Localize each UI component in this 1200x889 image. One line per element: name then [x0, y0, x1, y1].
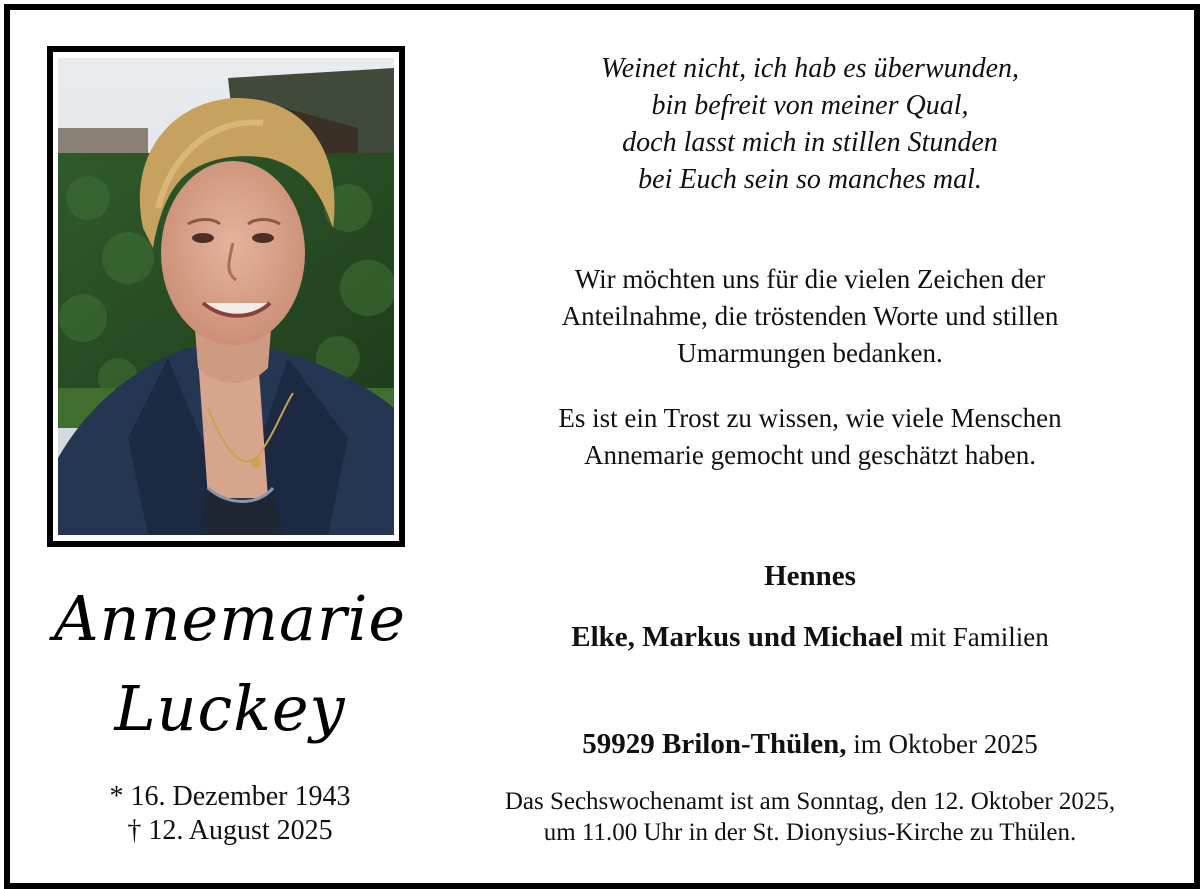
- thanks-line: Annemarie gemocht und geschätzt haben.: [583, 440, 1037, 470]
- poem-line: bin befreit von meiner Qual,: [651, 90, 969, 121]
- service-notice: [450, 786, 1170, 848]
- service-line: Das Sechswochenamt ist am Sonntag, den 12. Oktober 2025,: [504, 788, 1116, 815]
- portrait-photo: [58, 58, 394, 535]
- thanks-line: Umarmungen bedanken.: [677, 338, 943, 368]
- thanks-line: Wir möchten uns für die vielen Zeichen der: [574, 264, 1046, 294]
- poem: [450, 50, 1170, 198]
- poem-line: bei Euch sein so manches mal.: [638, 164, 982, 195]
- children-names: Elke, Markus und Michael: [571, 621, 904, 653]
- mourner-children: [450, 621, 1170, 654]
- obituary-card: [4, 4, 1200, 889]
- photo-frame: [47, 46, 405, 547]
- deceased-first-name: Annemarie: [53, 582, 407, 655]
- poem-line: Weinet nicht, ich hab es überwunden,: [600, 53, 1020, 84]
- thanks-paragraph-2: [450, 400, 1170, 474]
- mourner-spouse: Hennes: [764, 560, 856, 592]
- birth-date: * 16. Dezember 1943: [109, 781, 351, 812]
- poem-line: doch lasst mich in stillen Stunden: [622, 127, 998, 158]
- death-date: † 12. August 2025: [127, 815, 333, 846]
- life-dates: [30, 780, 430, 848]
- children-suffix: mit Familien: [909, 622, 1049, 652]
- thanks-line: Anteilnahme, die tröstenden Worte und stillen: [561, 301, 1059, 331]
- place-date: [450, 728, 1170, 761]
- location: 59929 Brilon-Thülen,: [582, 728, 847, 760]
- deceased-last-name: Luckey: [114, 672, 346, 745]
- date: im Oktober 2025: [853, 729, 1038, 759]
- service-line: um 11.00 Uhr in der St. Dionysius-Kirche zu Thülen.: [543, 819, 1077, 846]
- thanks-paragraph-1: [450, 261, 1170, 372]
- thanks-line: Es ist ein Trost zu wissen, wie viele Menschen: [558, 403, 1062, 433]
